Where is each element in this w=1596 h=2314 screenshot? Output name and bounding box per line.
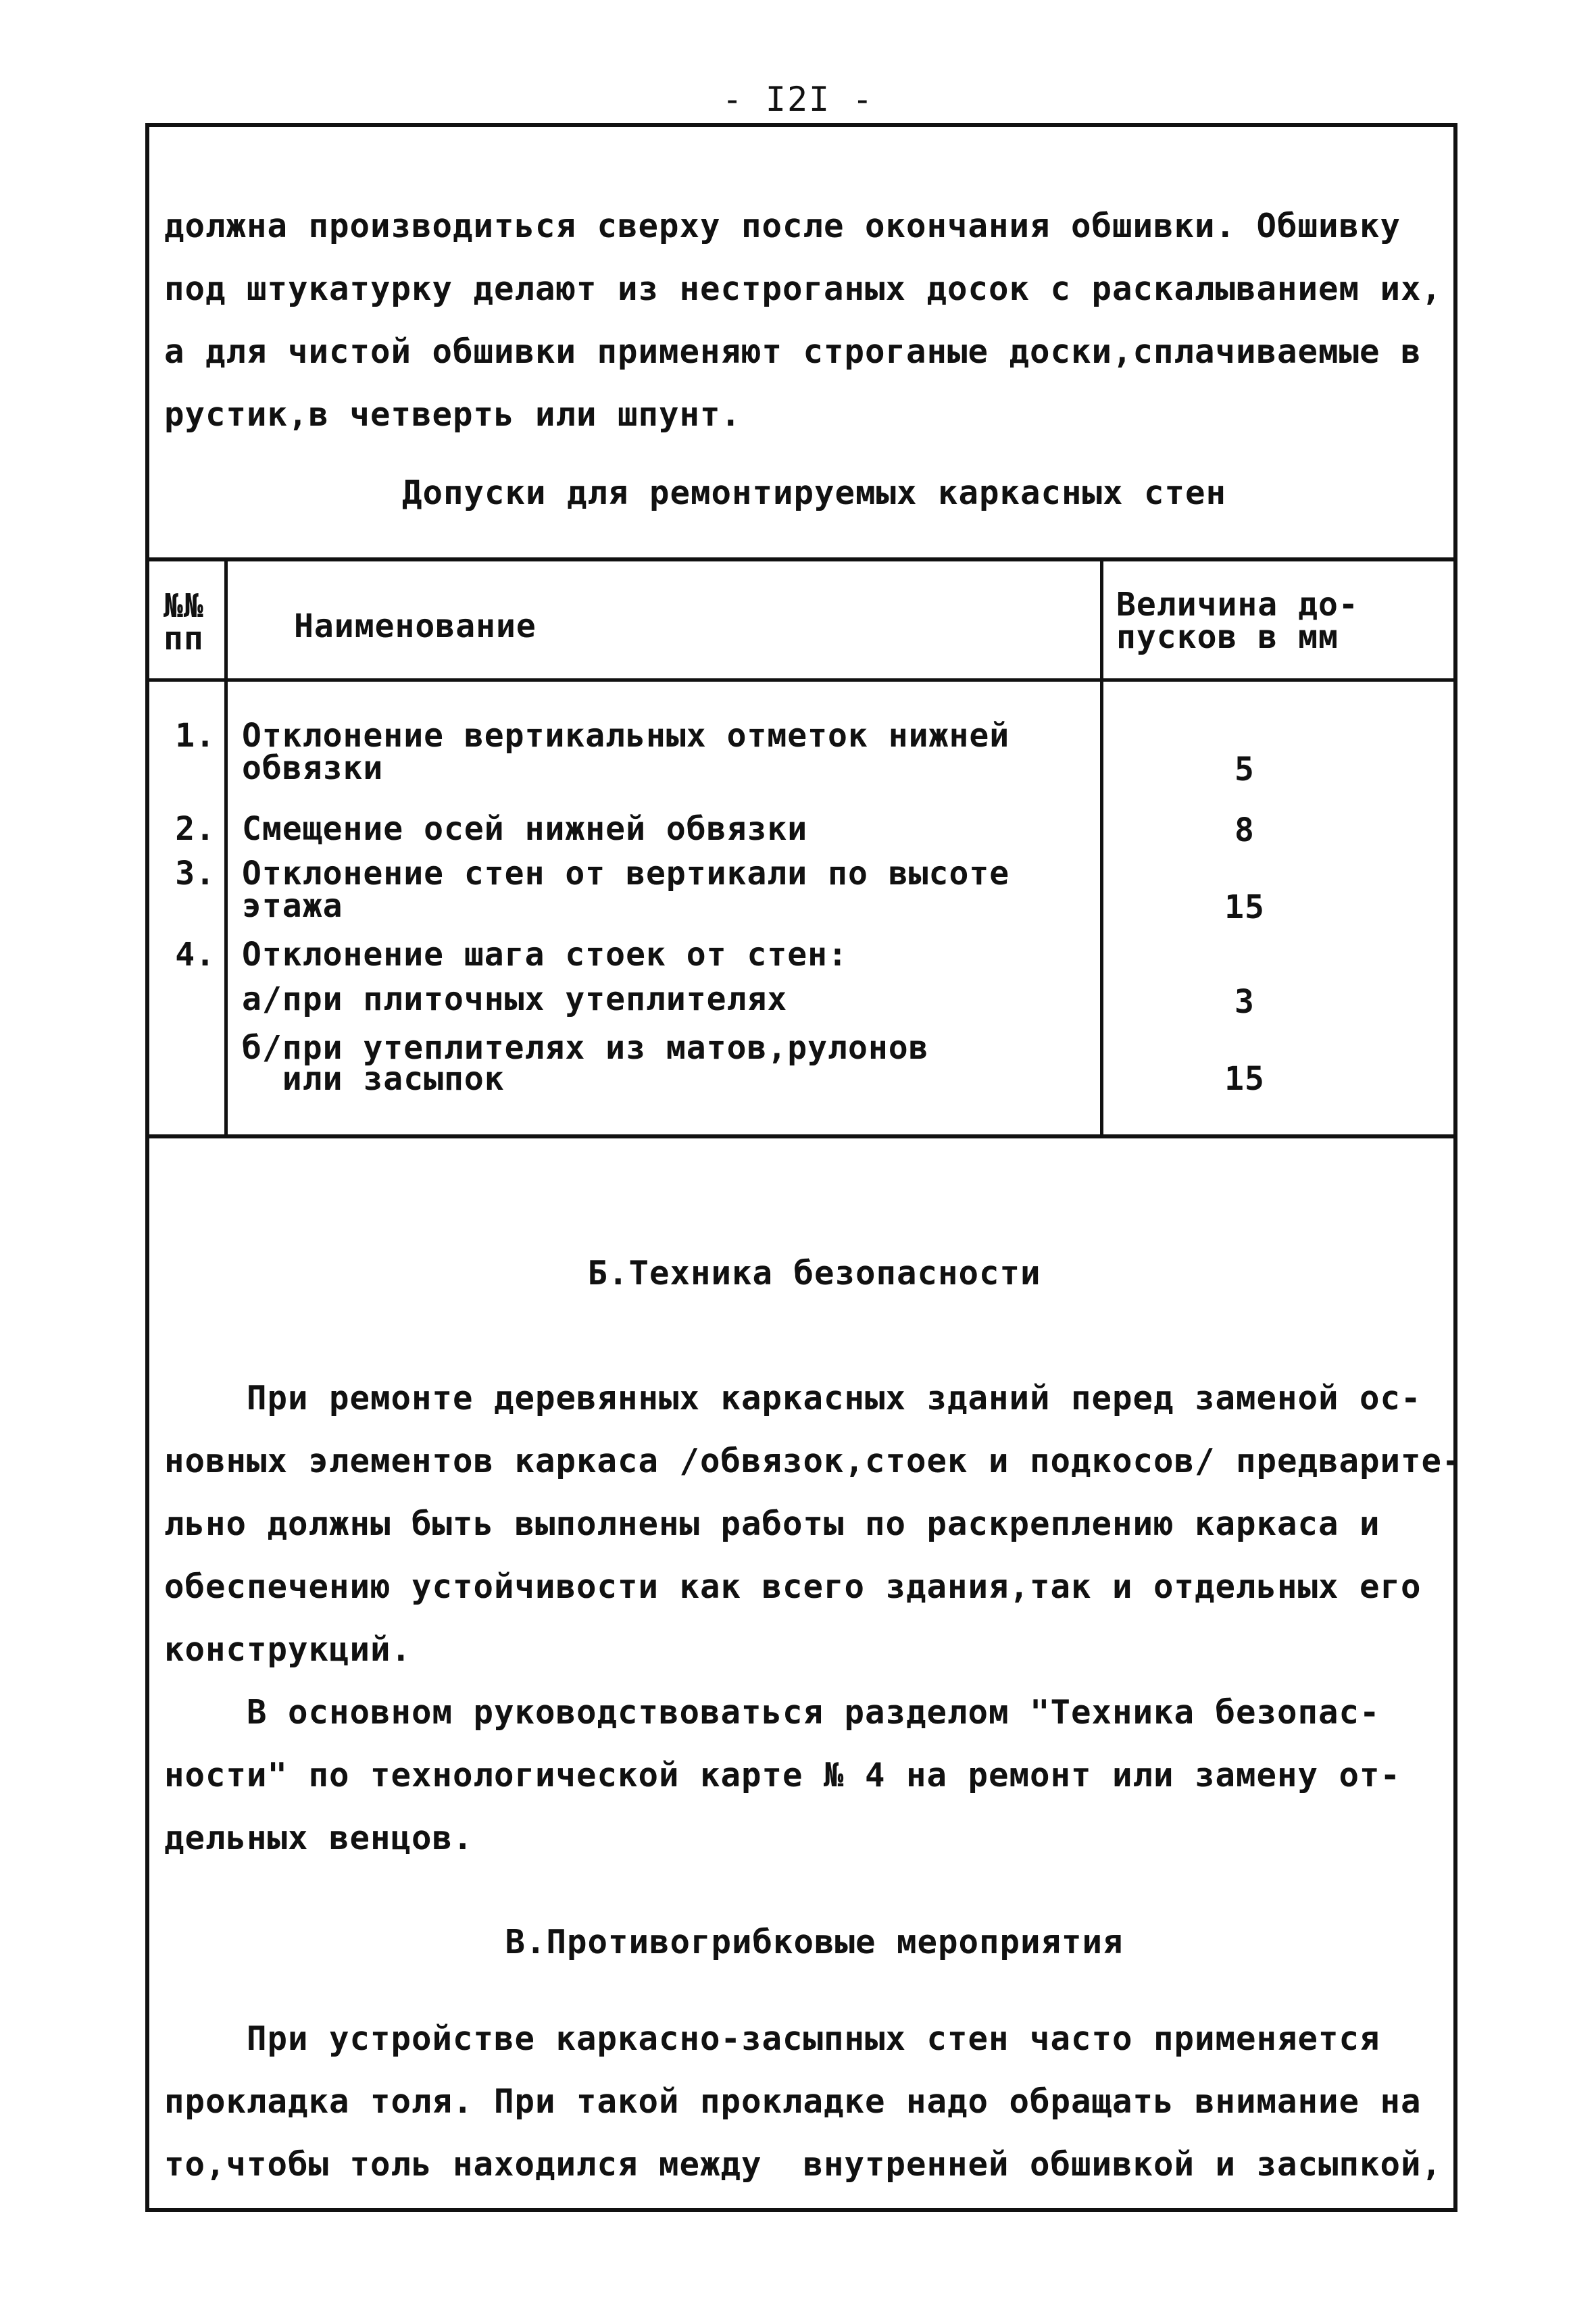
safety-line-6: В основном руководствоваться разделом "Техника безопас- [164, 1693, 1380, 1732]
row-2-value: 8 [1235, 811, 1255, 849]
header-num-line-2: пп [164, 620, 204, 657]
row-1-num: 1. [175, 717, 216, 755]
row-4b-name-line-1: б/при утеплителях из матов,рулонов [242, 1029, 929, 1067]
intro-line-1: должна производиться сверху после окончания обшивки. Обшивку [164, 207, 1401, 245]
safety-line-4: обеспечению устойчивости как всего здания,так и отдельных его [164, 1567, 1422, 1606]
safety-line-1: При ремонте деревянных каркасных зданий перед заменой ос- [164, 1379, 1422, 1417]
row-4-num: 4. [175, 936, 216, 974]
header-name: Наименование [294, 607, 537, 645]
row-4b-value: 15 [1224, 1060, 1265, 1098]
table-header-divider [149, 678, 1454, 682]
row-1-value: 5 [1235, 751, 1255, 788]
safety-line-2: новных элементов каркаса /обвязок,стоек и подкосов/ предварите- [164, 1442, 1463, 1480]
antifungal-line-2: прокладка толя. При такой прокладке надо обращать внимание на [164, 2082, 1422, 2121]
row-3-name-line-2: этажа [242, 887, 343, 925]
intro-line-3: а для чистой обшивки применяют строганые доски,сплачиваемые в [164, 332, 1422, 371]
page-frame [145, 123, 1457, 2212]
page-number: - I2I - [722, 80, 874, 119]
header-value-line-2: пусков в мм [1116, 618, 1339, 656]
row-4a-value: 3 [1235, 983, 1255, 1021]
antifungal-heading: В.Противогрибковые мероприятия [505, 1923, 1124, 1961]
safety-line-3: льно должны быть выполнены работы по раскреплению каркаса и [164, 1505, 1380, 1543]
row-3-num: 3. [175, 855, 216, 892]
row-4b-name-line-2: или засыпок [242, 1060, 505, 1098]
row-2-num: 2. [175, 810, 216, 848]
row-4-name: Отклонение шага стоек от стен: [242, 936, 848, 974]
safety-line-8: дельных венцов. [164, 1819, 474, 1857]
row-1-name-line-2: обвязки [242, 749, 384, 787]
row-3-name-line-1: Отклонение стен от вертикали по высоте [242, 855, 1010, 892]
antifungal-line-3: то,чтобы толь находился между внутренней обшивкой и засыпкой, [164, 2145, 1443, 2184]
row-4a-name: а/при плиточных утеплителях [242, 980, 788, 1018]
table-col-divider-1 [224, 561, 228, 1134]
row-1-name-line-1: Отклонение вертикальных отметок нижней [242, 717, 1010, 755]
safety-line-5: конструкций. [164, 1630, 412, 1669]
header-num-line-1: №№ [164, 587, 204, 625]
row-2-name: Смещение осей нижней обвязки [242, 810, 808, 848]
intro-line-4: рустик,в четверть или шпунт. [164, 395, 742, 434]
row-3-value: 15 [1224, 888, 1265, 926]
antifungal-line-1: При устройстве каркасно-засыпных стен часто применяется [164, 2019, 1380, 2058]
intro-line-2: под штукатурку делают из нестроганых досок с раскалыванием их, [164, 270, 1443, 308]
safety-line-7: ности" по технологической карте № 4 на ремонт или замену от- [164, 1756, 1401, 1794]
safety-heading: Б.Техника безопасности [587, 1254, 1041, 1292]
table-col-divider-2 [1100, 561, 1103, 1134]
table-title: Допуски для ремонтируемых каркасных стен [401, 474, 1227, 512]
tolerance-table [149, 557, 1454, 1138]
header-value-line-1: Величина до- [1116, 586, 1359, 624]
